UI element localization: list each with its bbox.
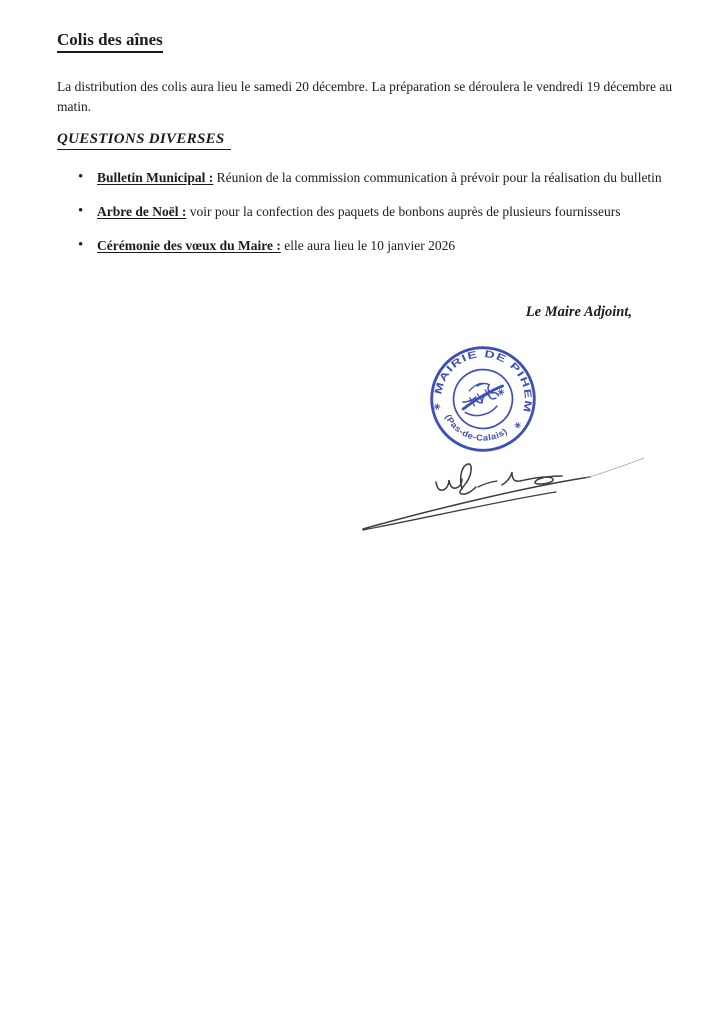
handwritten-signature (350, 452, 652, 542)
bullet-text: voir pour la confection des paquets de bonbons auprès de plusieurs fournisseurs (186, 204, 621, 219)
section-title-questions-text: QUESTIONS DIVERSES (57, 131, 231, 150)
signature-icon (350, 452, 652, 542)
stamp-emblem (460, 378, 502, 420)
signature-letter-stroke (436, 479, 462, 490)
signature-sweep-stroke (363, 492, 556, 530)
section-title-colis (57, 30, 163, 53)
list-item-bulletin-municipal (57, 168, 689, 188)
signature-letter-stroke (478, 481, 497, 487)
list-item-arbre-de-noel (57, 202, 689, 222)
mairie-stamp-icon (415, 331, 552, 468)
stamp-bottom-text: (Pas-de-Calais) (443, 412, 509, 443)
official-stamp (415, 331, 552, 468)
bullet-text: Réunion de la commission communication à prévoir pour la réalisation du bulletin (213, 170, 662, 185)
signature-hairline-stroke (586, 458, 644, 478)
list-item-ceremonie-voeux (57, 236, 689, 256)
stamp-star-left-icon: ✳ (432, 401, 442, 413)
stamp-star-right-icon: ✳ (513, 419, 523, 432)
stamp-top-text: MAIRIE DE PIHEM (433, 348, 534, 411)
bullet-term: Arbre de Noël : (97, 204, 187, 219)
questions-diverses-list (57, 168, 689, 270)
signature-sweep-stroke (363, 477, 590, 529)
section-title-questions-diverses (57, 131, 231, 150)
section-title-colis-text: Colis des aînes (57, 30, 163, 53)
stamp-emblem-star-icon: ✳ (496, 386, 506, 398)
bullet-text: elle aura lieu le 10 janvier 2026 (280, 238, 456, 253)
colis-paragraph: La distribution des colis aura lieu le samedi 20 décembre. La préparation se déroulera le vendredi 19 décembre au matin. (57, 78, 673, 114)
bullet-term: Bulletin Municipal : (97, 170, 214, 185)
signer-title: Le Maire Adjoint, (525, 304, 632, 320)
bullet-term: Cérémonie des vœux du Maire : (97, 238, 281, 253)
